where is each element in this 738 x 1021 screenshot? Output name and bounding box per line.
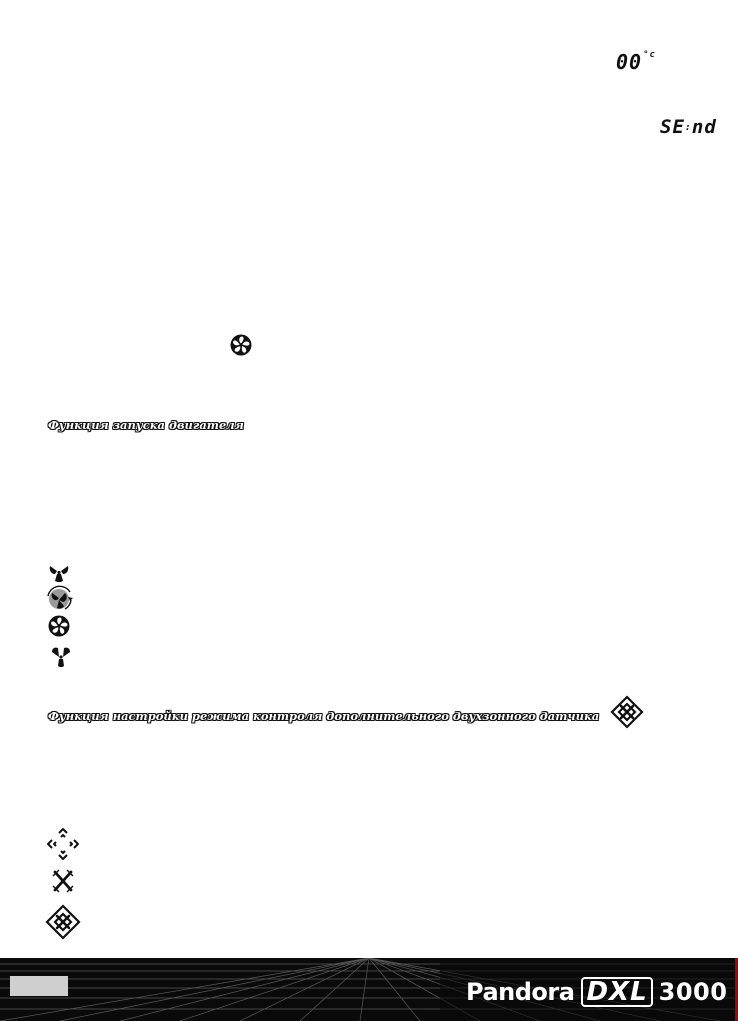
fan-bottom-blades-icon bbox=[49, 644, 73, 668]
fan-icon bbox=[230, 334, 252, 356]
lcd-temperature-unit: °c bbox=[643, 50, 656, 60]
brand-model: DXL bbox=[581, 977, 652, 1007]
fan-full-icon bbox=[48, 615, 70, 637]
sensor-both-zones-icon bbox=[45, 904, 81, 940]
fan-top-blades-icon bbox=[47, 561, 71, 583]
footer-banner bbox=[0, 958, 738, 1021]
lcd-mode-separator: : bbox=[684, 122, 692, 133]
brand-logo bbox=[466, 974, 727, 1010]
sensor-inner-zone-icon bbox=[50, 868, 76, 894]
sensor-outer-zone-icon bbox=[46, 827, 80, 861]
dual-zone-sensor-icon bbox=[610, 695, 644, 729]
brand-name: Pandora bbox=[466, 978, 575, 1006]
fan-rotating-icon bbox=[44, 585, 76, 613]
lcd-temperature-value: 00 bbox=[616, 50, 643, 74]
lcd-mode-left: SE bbox=[660, 116, 685, 138]
engine-start-heading: Функция запуска двигателя bbox=[48, 418, 244, 432]
lcd-mode-display bbox=[660, 116, 717, 138]
lcd-mode-right: nd bbox=[691, 116, 717, 138]
brand-number: 3000 bbox=[658, 978, 728, 1006]
footer-page-tab bbox=[10, 976, 68, 996]
dual-zone-sensor-heading: Функция настройки режима контроля дополнительного двухзонного датчика bbox=[48, 709, 600, 723]
lcd-temperature-display bbox=[616, 50, 656, 74]
